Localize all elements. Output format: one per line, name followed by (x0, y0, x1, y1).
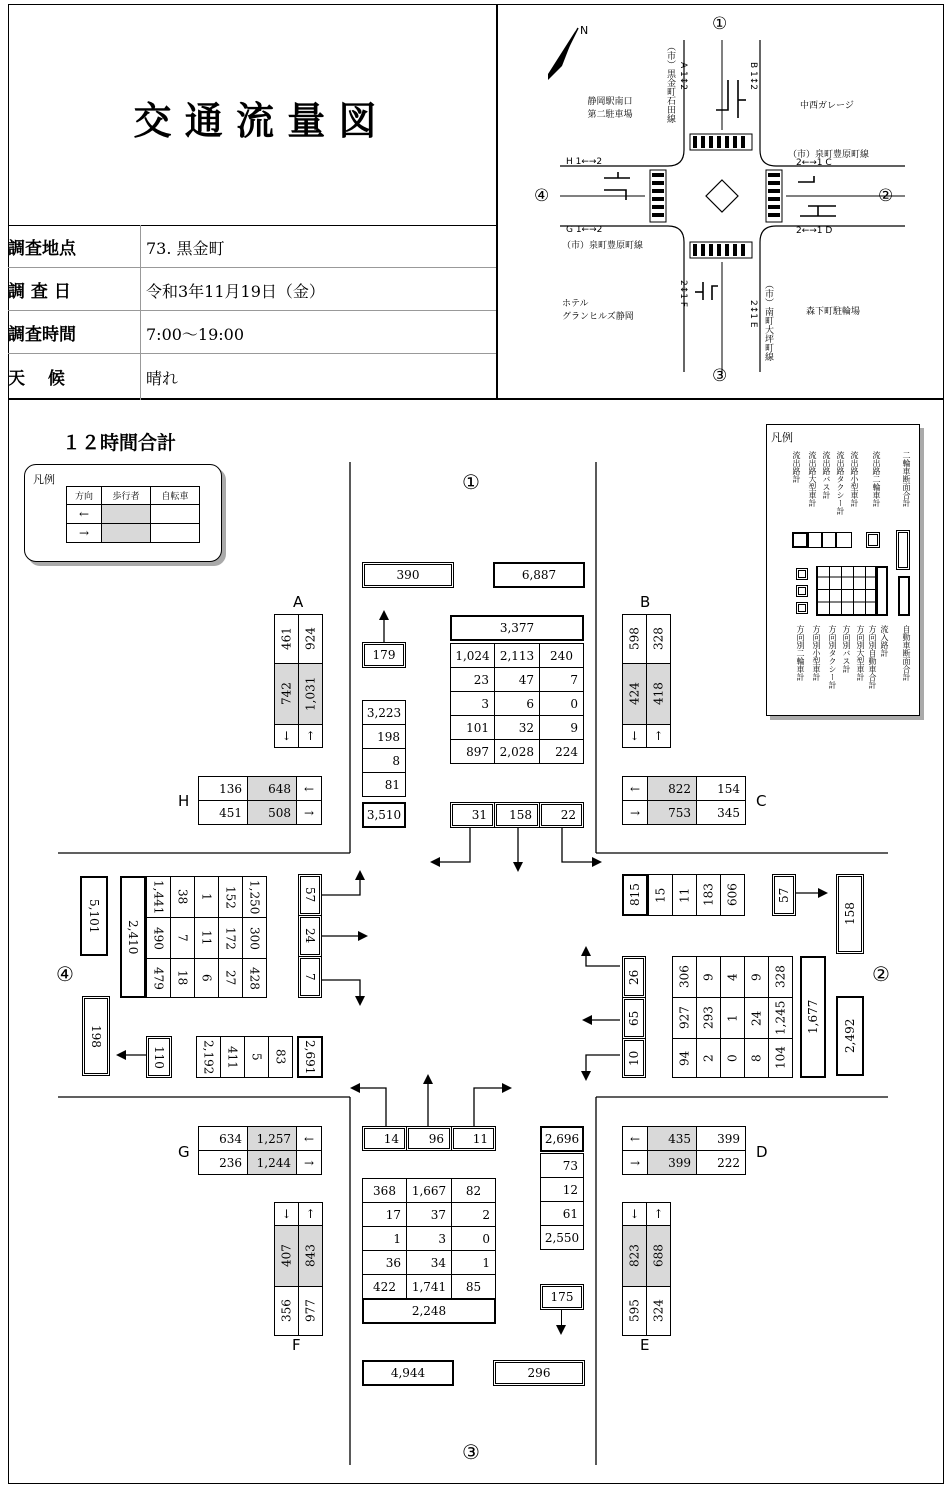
a2-moto: 10 (622, 1038, 646, 1078)
a3-cell: 3 (406, 1226, 452, 1251)
crosswalk-a-label: A (293, 593, 304, 611)
a3-cell: 85 (451, 1274, 496, 1299)
a3-down-arrow-line (561, 1310, 562, 1326)
a3-cell: 34 (406, 1250, 452, 1275)
a1-cell: 9 (539, 715, 584, 740)
legend-big-cell (792, 532, 808, 548)
a2-cell: 1,245 (768, 997, 793, 1039)
crosswalk-h-cell: 648 (247, 776, 297, 801)
legend-big-bottom-7: 自動車断面合計 (902, 625, 911, 681)
crosswalk-e-bike: 324 (646, 1286, 671, 1336)
a4-cell: 172 (218, 917, 243, 959)
crosswalk-a-ped: 742 (274, 663, 299, 725)
crosswalk-b-ped: 418 (646, 663, 671, 725)
crosswalk-d-label: D (756, 1143, 768, 1161)
crosswalk-a-bike: 924 (298, 614, 323, 664)
a2-outflow: 15 (648, 874, 673, 916)
a4-moto: 57 (298, 874, 322, 916)
a1-cell: 6 (494, 691, 540, 716)
map-north-mark: N (580, 24, 589, 37)
legend-big-bottom-4: 方向別大型車計 (856, 625, 865, 681)
map-crosswalk-g: G 1←→2 (566, 225, 603, 235)
a3-cell: 2 (451, 1202, 496, 1227)
crosswalk-b-ped: 424 (622, 663, 647, 725)
crosswalk-e-ped: 823 (622, 1225, 647, 1287)
a4-moto: 7 (298, 956, 322, 998)
a2-cell: 4 (720, 956, 745, 998)
a2-cell: 2 (696, 1038, 721, 1078)
a3-cell: 0 (451, 1226, 496, 1251)
legend-big-top-1: 流出路大型車計 (808, 451, 817, 507)
a1-inflow: 3,377 (450, 615, 584, 641)
legend-big-cell (896, 530, 910, 570)
legend-small-h3: 自転車 (150, 486, 200, 505)
direction-3-circle: ③ (462, 1440, 480, 1464)
a2-moto: 65 (622, 997, 646, 1039)
a3-outflow: 12 (540, 1177, 584, 1202)
a1-cell: 23 (450, 667, 495, 692)
a2-cell: 1 (720, 997, 745, 1039)
legend-big-cell (808, 532, 822, 548)
a3-bike-section: 296 (493, 1360, 585, 1386)
legend-big-cell (822, 532, 836, 548)
legend-small-ped-cell (101, 504, 151, 524)
crosswalk-g-cell: → (296, 1150, 322, 1175)
a4-cell: 18 (170, 958, 195, 998)
a3-outflow: 61 (540, 1201, 584, 1226)
crosswalk-d-cell: → (622, 1150, 648, 1175)
a1-cell: 32 (494, 715, 540, 740)
legend-big-cell (836, 532, 852, 548)
map-crosswalk-h: H 1←→2 (566, 157, 603, 167)
a4-cell: 479 (146, 958, 171, 998)
legend-big-cell (866, 532, 880, 548)
a2-car-section: 2,492 (836, 996, 864, 1076)
a3-cell: 1 (451, 1250, 496, 1275)
a4-cell: 11 (194, 917, 219, 959)
a4-cell: 7 (170, 917, 195, 959)
legend-big-top-3: 流出路タクシー計 (836, 451, 845, 515)
crosswalk-d-cell: 435 (647, 1126, 697, 1151)
legend-big-bottom-1: 方向別小型車計 (812, 625, 821, 681)
legend-small-title: 凡例 (33, 473, 55, 486)
a1-outflow: 3,223 (362, 700, 406, 725)
a2-cell: 328 (768, 956, 793, 998)
legend-big-top-2: 流出路バス計 (822, 451, 831, 499)
a1-cell: 2,113 (494, 643, 540, 668)
crosswalk-c-cell: → (622, 800, 648, 825)
survey-time-value: 7:00〜19:00 (146, 325, 245, 344)
legend-big-bottom-0: 方向別二輪車計 (796, 625, 805, 681)
a2-cell: 9 (744, 956, 769, 998)
a1-moto: 158 (494, 802, 540, 828)
a3-cell: 368 (362, 1178, 407, 1203)
survey-date-value: 令和3年11月19日（金） (146, 282, 325, 301)
map-place-ne: 中西ガレージ (800, 101, 854, 111)
crosswalk-b-bike: 328 (646, 614, 671, 664)
map-dir4: ④ (534, 186, 550, 206)
a4-cell: 490 (146, 917, 171, 959)
a4-cell: 6 (194, 958, 219, 998)
map-dir3: ③ (712, 366, 728, 386)
a2-cell: 293 (696, 997, 721, 1039)
a2-cell: 94 (672, 1038, 697, 1078)
a1-outflow: 8 (362, 748, 406, 773)
a1-outflow: 81 (362, 772, 406, 797)
a3-outflow: 73 (540, 1153, 584, 1178)
a3-outflow: 2,550 (540, 1225, 584, 1250)
crosswalk-g-cell: 1,244 (247, 1150, 297, 1175)
a4-cell: 152 (218, 876, 243, 918)
weather-value: 晴れ (146, 369, 179, 388)
crosswalk-e-arrow: ↓ (622, 1202, 647, 1226)
a3-right-arrow-val: 175 (540, 1284, 584, 1310)
a1-cell: 2,028 (494, 739, 540, 764)
map-crosswalk-b: B 1↕2 (748, 62, 758, 91)
crosswalk-f-ped: 407 (274, 1225, 299, 1287)
legend-big-bottom-6: 流入路計 (880, 625, 889, 657)
legend-big-bottom-5: 方向別自動車合計 (868, 625, 877, 689)
crosswalk-h-cell: 451 (198, 800, 248, 825)
a1-right-arrow-val: 179 (362, 642, 406, 668)
crosswalk-f-ped: 843 (298, 1225, 323, 1287)
map-road-north: （市）黒金町石田線 (665, 42, 675, 123)
a1-moto: 31 (450, 802, 495, 828)
crosswalk-f-label: F (292, 1336, 301, 1354)
crosswalk-g-label: G (178, 1143, 190, 1161)
crosswalk-c-cell: 154 (696, 776, 746, 801)
map-place-sw: ホテル グランヒルズ静岡 (562, 299, 634, 322)
a1-outflow-total: 3,510 (362, 802, 406, 828)
a2-cell: 306 (672, 956, 697, 998)
a1-car-section: 6,887 (493, 562, 585, 588)
crosswalk-g-cell: 236 (198, 1150, 248, 1175)
crosswalk-c-cell: 822 (647, 776, 697, 801)
crosswalk-e-arrow: ↑ (646, 1202, 671, 1226)
a2-outflow: 606 (720, 874, 745, 916)
legend-big-cell (876, 566, 888, 616)
a4-right-arrow-val: 110 (146, 1036, 172, 1078)
a2-right-arrow-val: 57 (772, 874, 796, 916)
legend-big-bottom-3: 方向別バス計 (842, 625, 851, 673)
map-road-east: （市）泉町豊原町線 (788, 150, 870, 160)
crosswalk-c-cell: 345 (696, 800, 746, 825)
a1-outflow: 198 (362, 724, 406, 749)
a4-cell: 1,250 (242, 876, 267, 918)
a4-outflow: 83 (268, 1036, 293, 1078)
crosswalk-b-arrow: ↓ (622, 724, 647, 748)
a1-cell: 101 (450, 715, 495, 740)
crosswalk-b-bike: 598 (622, 614, 647, 664)
a3-cell: 1,741 (406, 1274, 452, 1299)
crosswalk-d-cell: 399 (647, 1150, 697, 1175)
a3-down-arrow-head (556, 1325, 566, 1335)
crosswalk-a-ped: 1,031 (298, 663, 323, 725)
legend-small-r2: → (66, 523, 102, 543)
a3-cell: 17 (362, 1202, 407, 1227)
legend-big-top-5: 流出路二輪車計 (872, 451, 881, 507)
crosswalk-e-label: E (640, 1336, 650, 1354)
map-road-south: （市）南町大坪町線 (763, 280, 773, 361)
crosswalk-c-label: C (756, 792, 767, 810)
a1-cell: 47 (494, 667, 540, 692)
a1-cell: 3 (450, 691, 495, 716)
crosswalk-h-cell: → (296, 800, 322, 825)
a4-cell: 1 (194, 876, 219, 918)
map-dir1: ① (712, 14, 728, 34)
a3-moto: 96 (406, 1126, 452, 1151)
legend-big-title: 凡例 (771, 431, 793, 444)
legend-small-bike-cell (150, 523, 200, 543)
a2-bike-section: 158 (836, 874, 864, 954)
legend-big-cell (796, 568, 808, 580)
a4-outflow: 2,192 (196, 1036, 221, 1078)
a4-cell: 38 (170, 876, 195, 918)
a4-outflow-total: 2,691 (297, 1036, 323, 1078)
section-title: １２時間合計 (62, 432, 177, 454)
crosswalk-a-bike: 461 (274, 614, 299, 664)
crosswalk-f-bike: 356 (274, 1286, 299, 1336)
crosswalk-h-cell: 508 (247, 800, 297, 825)
survey-time-label: 調査時間 (8, 325, 76, 345)
a1-cell: 240 (539, 643, 584, 668)
a4-bike-section: 198 (82, 996, 110, 1076)
a2-outflow: 11 (672, 874, 697, 916)
a4-cell: 300 (242, 917, 267, 959)
map-crosswalk-f: 2↕1 F (678, 280, 688, 308)
legend-big-cell (796, 602, 808, 614)
legend-big-cell (796, 585, 808, 597)
map-place-nw: 静岡駅南口 第二駐車場 (587, 97, 633, 120)
page-title: 交 通 流 量 図 (133, 99, 377, 143)
a2-moto: 26 (622, 956, 646, 998)
a1-cell: 1,024 (450, 643, 495, 668)
legend-big-bottom-2: 方向別タクシー計 (828, 625, 837, 689)
a3-cell: 1,667 (406, 1178, 452, 1203)
legend-big-top-6: 二輪車断面合計 (902, 451, 911, 507)
survey-date-label: 調 査 日 (8, 282, 71, 302)
a4-outflow: 411 (220, 1036, 245, 1078)
a2-cell: 0 (720, 1038, 745, 1078)
crosswalk-h-cell: 136 (198, 776, 248, 801)
a3-moto: 14 (362, 1126, 407, 1151)
crosswalk-d-cell: ← (622, 1126, 648, 1151)
a3-inflow: 2,248 (362, 1298, 496, 1324)
a1-cell: 897 (450, 739, 495, 764)
crosswalk-a-arrow: ↓ (274, 724, 299, 748)
a1-moto: 22 (539, 802, 584, 828)
crosswalk-d-cell: 222 (696, 1150, 746, 1175)
a4-car-section: 5,101 (80, 876, 108, 956)
direction-1-circle: ① (462, 470, 480, 494)
survey-location-value: 73. 黒金町 (146, 239, 225, 258)
a1-cell: 7 (539, 667, 584, 692)
crosswalk-a-arrow: ↑ (298, 724, 323, 748)
a3-cell: 422 (362, 1274, 407, 1299)
map-crosswalk-c: 2←→1 C (796, 158, 832, 168)
crosswalk-g-cell: ← (296, 1126, 322, 1151)
crosswalk-c-cell: 753 (647, 800, 697, 825)
a3-cell: 1 (362, 1226, 407, 1251)
a3-car-section: 4,944 (362, 1360, 454, 1386)
legend-small-h1: 方向 (66, 486, 102, 505)
crosswalk-d-cell: 399 (696, 1126, 746, 1151)
crosswalk-g-cell: 1,257 (247, 1126, 297, 1151)
legend-big-top-4: 流出路小型車計 (850, 451, 859, 507)
a1-cell: 224 (539, 739, 584, 764)
a3-moto: 11 (451, 1126, 496, 1151)
a4-cell: 27 (218, 958, 243, 998)
a1-cell: 0 (539, 691, 584, 716)
map-crosswalk-d: 2←→1 D (796, 226, 833, 236)
legend-small-r1: ← (66, 504, 102, 524)
a2-cell: 927 (672, 997, 697, 1039)
direction-2-circle: ② (872, 962, 890, 986)
a4-outflow: 5 (244, 1036, 269, 1078)
a2-inflow: 1,677 (800, 956, 826, 1078)
crosswalk-e-bike: 595 (622, 1286, 647, 1336)
crosswalk-c-cell: ← (622, 776, 648, 801)
legend-small-ped-cell (101, 523, 151, 543)
map-crosswalk-e: 2↕1 E (748, 300, 758, 328)
a2-cell: 24 (744, 997, 769, 1039)
map-place-se: 森下町駐輪場 (806, 307, 861, 317)
a3-cell: 82 (451, 1178, 496, 1203)
crosswalk-f-arrow: ↓ (274, 1202, 299, 1226)
a4-cell: 1,441 (146, 876, 171, 918)
a1-bike-section: 390 (362, 562, 454, 588)
map-dir2: ② (878, 186, 894, 206)
legend-small-bike-cell (150, 504, 200, 524)
crosswalk-f-arrow: ↑ (298, 1202, 323, 1226)
a4-cell: 428 (242, 958, 267, 998)
a3-cell: 37 (406, 1202, 452, 1227)
survey-location-label: 調査地点 (8, 239, 76, 259)
legend-big-cell (898, 576, 910, 616)
map-crosswalk-a: A 1↕2 (678, 62, 688, 91)
crosswalk-h-cell: ← (296, 776, 322, 801)
a2-outflow-total: 815 (622, 874, 648, 916)
crosswalk-h-label: H (178, 792, 190, 810)
a2-cell: 104 (768, 1038, 793, 1078)
crosswalk-b-arrow: ↑ (646, 724, 671, 748)
a2-cell: 8 (744, 1038, 769, 1078)
a4-inflow: 2,410 (120, 876, 146, 998)
legend-small-h2: 歩行者 (101, 486, 151, 505)
legend-big-grid (816, 566, 876, 616)
legend-big-top-0: 流出路計 (792, 451, 801, 483)
crosswalk-g-cell: 634 (198, 1126, 248, 1151)
a3-cell: 36 (362, 1250, 407, 1275)
crosswalk-b-label: B (640, 593, 651, 611)
crosswalk-e-ped: 688 (646, 1225, 671, 1287)
crosswalk-f-bike: 977 (298, 1286, 323, 1336)
a2-outflow: 183 (696, 874, 721, 916)
direction-4-circle: ④ (56, 962, 74, 986)
a2-cell: 9 (696, 956, 721, 998)
weather-label: 天 候 (8, 369, 65, 389)
a3-outflow-total: 2,696 (540, 1126, 584, 1152)
a4-moto: 24 (298, 915, 322, 957)
map-road-west: （市）泉町豊原町線 (562, 241, 644, 251)
